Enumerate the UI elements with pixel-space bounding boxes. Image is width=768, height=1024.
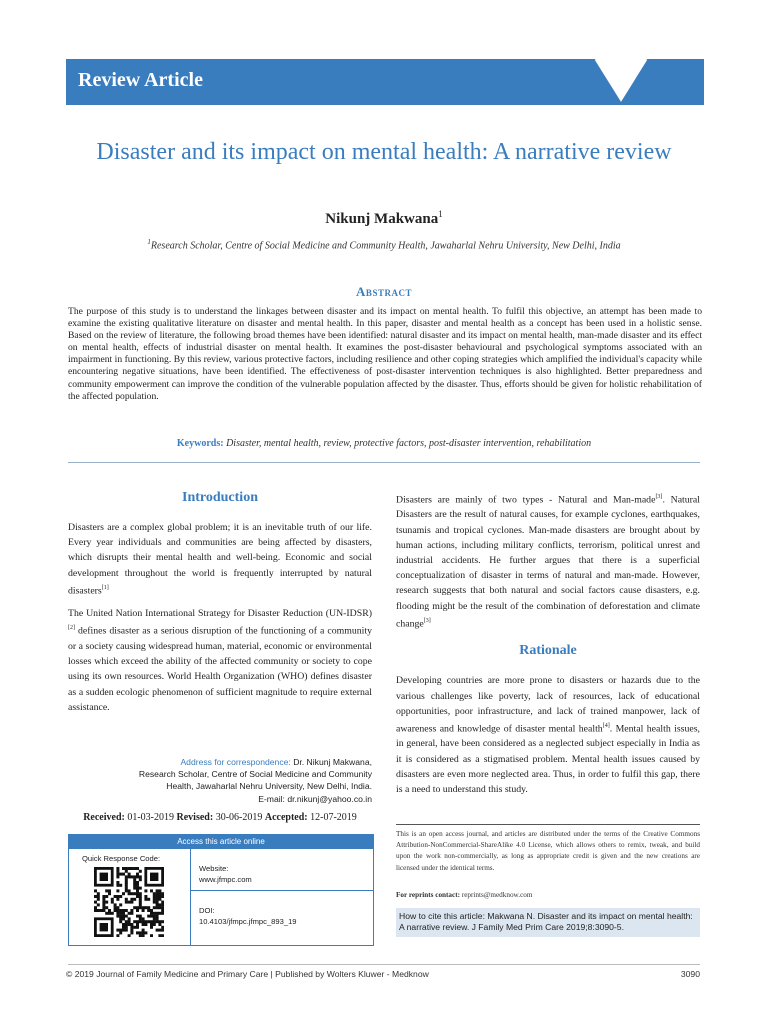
page-number: 3090 — [680, 969, 700, 979]
access-online-header: Access this article online — [69, 835, 373, 849]
keywords-label: Keywords: — [176, 438, 224, 449]
intro-p1-text: Disasters are a complex global problem; it is an inevitable truth of our life. Every year individuals and communities are being affected by disasters, which disrupts their mental health and well-being. Economic and social development throughout the world is frequently interrupted by natural disasters — [68, 522, 372, 597]
right-p1-text-a: Disasters are mainly of two types - Natural and Man-made — [396, 494, 656, 506]
citation-ref: [4] — [602, 722, 610, 729]
author-line — [0, 209, 768, 228]
received-label: Received: — [83, 812, 125, 823]
box-divider-vertical — [190, 849, 191, 945]
article-type-label: Review Article — [78, 69, 203, 91]
cite-label: How to cite this article: — [399, 911, 485, 921]
cite-text: Makwana N. Disaster and its impact on mental health: A narrative review. J Family Med Prim Care 2019;8:3090-5. — [399, 911, 693, 933]
keywords-line — [0, 438, 768, 449]
correspondence-line-2: Research Scholar, Centre of Social Medicine and Community — [138, 769, 372, 780]
accepted-label: Accepted: — [264, 812, 308, 823]
rationale-paragraph — [396, 673, 700, 797]
introduction-paragraph-2 — [68, 606, 372, 715]
footer-divider — [68, 964, 700, 965]
abstract-text: The purpose of this study is to understand the linkages between disaster and its impact on mental health. To fulfil this objective, an attempt has been made to examine the existing qualitative literature on disaster and mental health. In this paper, disaster and mental health as a concept has been used in a holistic sense. Based on the review of literature, the following broad themes have been identified: natural disaster and its impact on mental health, man-made disaster and its effect on mental health, effects of industrial disaster on mental health. It examines the post-disaster behavioural and psychological symptoms associated with an impairment in functioning. By this review, various protective factors, including resilience and other coping strategies which amplified the individual's capacity while encountering negative situations, have been identified. The effectiveness of post-disaster intervention techniques is also highlighted. Better preparedness and community empowerment can improve the condition of the vulnerable population affected by the disaster. Thus, efforts should be given for holistic rehabilitation of the affected population. — [68, 306, 702, 402]
right-column — [396, 490, 700, 805]
intro-p2-text-a: The United Nation International Strategy for Disaster Reduction (UN-IDSR) — [68, 608, 372, 620]
affiliation-superscript: 1 — [147, 238, 151, 246]
website-link[interactable]: www.jfmpc.com — [199, 875, 252, 884]
right-p2-text-b: . Mental health issues, in general, have been considered as a neglected subject especially in India as it is considered as a stigmatised problem. Mental health issues caused by disasters are even more neglected area. Thus, in order to fulfil this gap, there is a need to understand this study. — [396, 723, 701, 796]
correspondence-name: Dr. Nikunj Makwana, — [293, 757, 372, 767]
footer-copyright: © 2019 Journal of Family Medicine and Primary Care | Published by Wolters Kluwer - Medknow — [66, 969, 429, 979]
article-type-banner — [0, 55, 768, 110]
introduction-heading: Introduction — [182, 490, 258, 505]
reprints-line — [396, 891, 700, 899]
article-dates — [68, 812, 372, 823]
affiliation: Research Scholar, Centre of Social Medicine and Community Health, Jawaharlal Nehru University, New Delhi, India — [150, 240, 621, 252]
left-column — [68, 490, 372, 723]
citation-ref: [3] — [655, 494, 663, 500]
reprints-email[interactable]: reprints@medknow.com — [461, 891, 533, 899]
how-to-cite-box — [396, 908, 700, 937]
received-date: 01-03-2019 — [127, 812, 175, 823]
accepted-date: 12-07-2019 — [310, 812, 357, 823]
right-p1-text-b: . Natural Disasters are the result of natural causes, for example cyclones, earthquakes, tsunamis and tropical cyclones. Man-made disasters are brought about by human actions, including military conflicts, terrorism, political unrest and industrial accidents. He further argues that there is a superficial conceptualization of disaster in terms of natural and man-made. However, research suggests that both natural and social factors cause disasters, e.g. flooding might be the result of the combination of deforestation and climate change — [396, 494, 700, 630]
doi-block — [199, 905, 297, 927]
section-divider — [68, 462, 700, 463]
correspondence-line-3: Health, Jawaharlal Nehru University, New Delhi, India. — [166, 781, 372, 792]
box-divider-horizontal — [190, 890, 373, 891]
intro-p2-text-b: defines disaster as a serious disruption of the functioning of a community or a society causing widespread human, material, economic or environmental losses which exceed the ability of the affected community or society to cope using its own resources. World Health Organization (WHO) defines disaster as a sudden ecologic phenomenon of sufficient magnitude to require external assistance. — [68, 625, 372, 713]
citation-ref: [2] — [68, 625, 75, 632]
introduction-paragraph-1 — [68, 520, 372, 598]
doi-label: DOI: — [199, 906, 215, 915]
author-name: Nikunj Makwana — [325, 211, 439, 227]
page-footer — [66, 969, 700, 979]
disaster-types-paragraph — [396, 490, 700, 631]
right-p2-text-a: Developing countries are more prone to disasters or hazards due to the various challenges like poverty, lack of resources, lack of educational opportunities, poor infrastructure, and lack of trained manpower, lack of awareness and knowledge of disaster mental health — [396, 675, 700, 735]
website-label: Website: — [199, 864, 229, 873]
qr-code-icon[interactable] — [94, 867, 164, 942]
website-block — [199, 863, 252, 885]
correspondence-label: Address for correspondence: — [180, 757, 291, 767]
correspondence-email[interactable]: E-mail: dr.nikunj@yahoo.co.in — [258, 793, 372, 804]
author-superscript: 1 — [438, 209, 443, 219]
license-text: This is an open access journal, and articles are distributed under the terms of the Creative Commons Attribution-NonCommercial-ShareAlike 4.0 License, which allows others to remix, tweak, and build upon the work non-commercially, as long as appropriate credit is given and the new creations are licensed under the identical terms. — [396, 830, 700, 872]
qr-code-graphic — [94, 867, 164, 937]
revised-date: 30-06-2019 — [215, 812, 263, 823]
reprints-label: For reprints contact: — [396, 891, 461, 899]
revised-label: Revised: — [176, 812, 214, 823]
abstract-heading: Abstract — [356, 284, 412, 299]
article-title: Disaster and its impact on mental health: A narrative review — [96, 139, 672, 165]
correspondence-line-1 — [68, 756, 372, 768]
access-online-box — [68, 834, 374, 946]
doi-value[interactable]: 10.4103/jfmpc.jfmpc_893_19 — [199, 917, 297, 926]
rationale-heading: Rationale — [519, 643, 577, 659]
license-divider — [396, 824, 700, 825]
keywords-list: Disaster, mental health, review, protective factors, post-disaster intervention, rehabilitation — [226, 438, 592, 449]
qr-code-label: Quick Response Code: — [82, 854, 161, 863]
citation-ref: [1] — [101, 584, 109, 591]
correspondence-block — [68, 756, 372, 805]
citation-ref: [3] — [423, 617, 431, 624]
affiliation-line — [0, 238, 768, 251]
